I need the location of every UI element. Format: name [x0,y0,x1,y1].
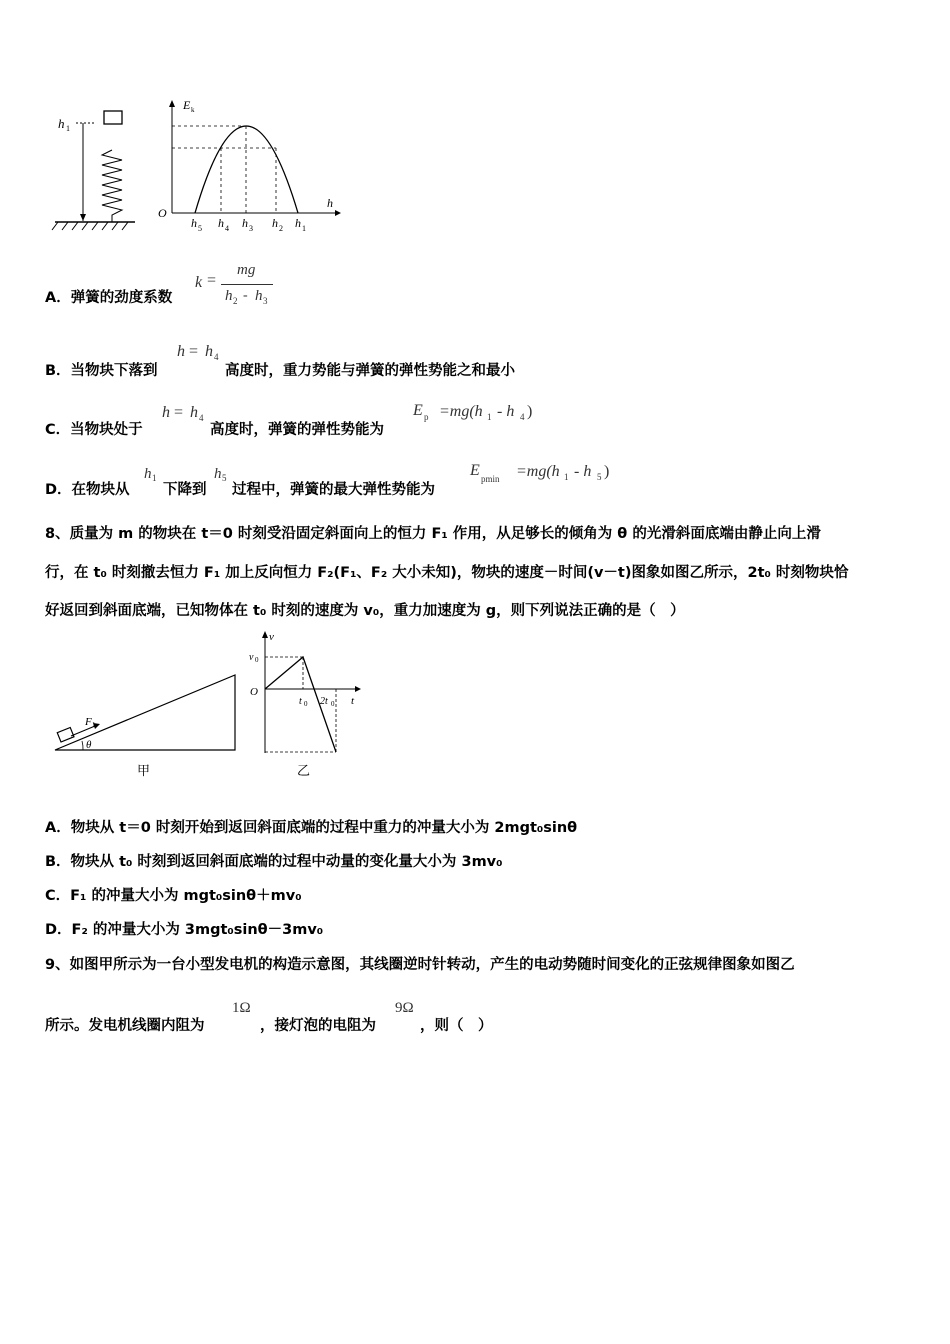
q7-option-c-formula: E p =mg(h 1 - h 4 ) [413,402,533,422]
q7-option-d-h1: h 1 [144,466,157,483]
q7-tick-sub: 5 [198,224,202,233]
svg-text:O: O [158,206,167,220]
q7-option-c-mid: 高度时，弹簧的弹性势能为 [210,422,384,438]
q7-tick-label: h [242,216,248,230]
svg-text:O: O [250,686,258,698]
q7-tick-label: h [272,216,278,230]
q8-option-b: B．物块从 t₀ 时刻到返回斜面底端的过程中动量的变化量大小为 3mv₀ [45,854,503,870]
svg-text:1: 1 [66,124,70,133]
svg-text:h: h [327,196,333,210]
q7-option-b-suffix: 高度时，重力势能与弹簧的弹性势能之和最小 [225,363,515,379]
q8-stem-line3: 好返回到斜面底端，已知物体在 t₀ 时刻的速度为 v₀，重力加速度为 g，则下列说法正确的是（ ） [45,603,685,619]
q7-option-b: B．当物块下落到 [45,363,158,379]
svg-text:θ: θ [86,739,92,751]
q9-stem-line2b: ，接灯泡的电阻为 [260,1018,376,1034]
svg-text:0: 0 [304,700,308,708]
q7-option-d-formula: E pmin =mg(h 1 - h 5 ) [470,462,610,484]
q7-tick-label: h [295,216,301,230]
q7-h1-label: h [58,116,65,131]
q7-option-c: C．当物块处于 [45,422,143,438]
q7-tick-sub: 1 [302,224,306,233]
svg-text:t: t [299,696,302,707]
q8-option-c: C．F₁ 的冲量大小为 mgt₀sinθ＋mv₀ [45,888,302,904]
svg-text:t: t [351,695,355,707]
q7-option-d: D．在物块从 [45,482,130,498]
q8-incline-figure [45,670,245,785]
svg-text:0: 0 [255,656,259,664]
q9-stem-line2a: 所示。发电机线圈内阻为 [45,1018,205,1034]
q7-option-c-h: h = h 4 [162,404,204,423]
q8-option-d: D．F₂ 的冲量大小为 3mgt₀sinθ－3mv₀ [45,922,324,938]
q8-stem-line2: 行，在 t₀ 时刻撤去恒力 F₁ 加上反向恒力 F₂(F₁、F₂ 大小未知)，物块的速度－时间(v－t)图象如图乙所示，2t₀ 时刻物块恰 [45,565,849,581]
q7-option-a-formula: k = mg h 2 - h 3 [195,262,285,312]
svg-text:1: 1 [92,721,96,729]
q8-vt-graph [245,628,370,783]
q9-resistance-2: 9Ω [395,1000,414,1016]
svg-text:v: v [269,631,274,643]
q7-option-d-mid1: 下降到 [163,482,207,498]
svg-text:F: F [85,716,92,728]
q7-tick-label: h [191,216,197,230]
q9-resistance-1: 1Ω [232,1000,251,1016]
svg-text:E: E [183,98,191,112]
q7-tick-label: h [218,216,224,230]
q7-tick-sub: 2 [279,224,283,233]
q9-stem-line2c: ，则（ ） [420,1018,493,1034]
q8-stem-line1: 8、质量为 m 的物块在 t＝0 时刻受沿固定斜面向上的恒力 F₁ 作用，从足够长的倾角为 θ 的光滑斜面底端由静止向上滑 [45,526,821,542]
svg-text:k: k [191,106,195,114]
q7-option-d-mid2: 过程中，弹簧的最大弹性势能为 [232,482,435,498]
q7-tick-sub: 3 [249,224,253,233]
svg-text:v: v [249,652,254,663]
q7-option-b-formula: h = h 4 [177,343,219,362]
svg-text:甲: 甲 [137,763,151,778]
q7-option-d-h5: h 5 [214,466,227,483]
q7-option-a: A．弹簧的劲度系数 [45,290,173,306]
q8-option-a: A．物块从 t＝0 时刻开始到返回斜面底端的过程中重力的冲量大小为 2mgt₀sinθ [45,820,578,836]
svg-text:2t: 2t [320,696,328,707]
q9-stem-line1: 9、如图甲所示为一台小型发电机的构造示意图，其线圈逆时针转动，产生的电动势随时间变化的正弦规律图象如图乙 [45,957,795,973]
svg-text:乙: 乙 [297,763,311,778]
q7-spring-figure [50,95,350,240]
svg-text:0: 0 [331,700,335,708]
q7-tick-sub: 4 [225,224,229,233]
